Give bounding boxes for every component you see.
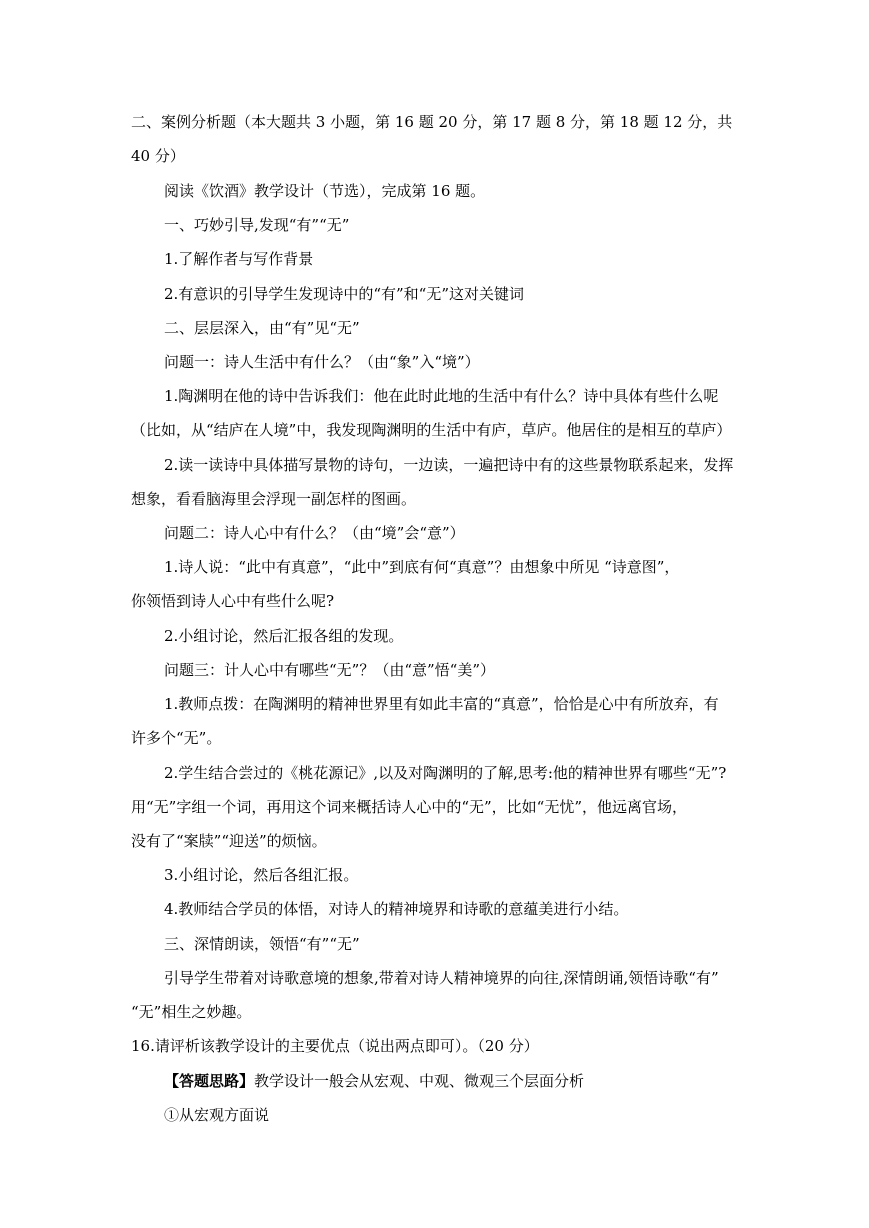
paragraph-cont: 没有了“案牍”“迎送”的烦恼。 [131,832,327,850]
paragraph: 1.诗人说：“此中有真意”，“此中”到底有何“真意”？由想象中所见 “诗意图”， [164,558,680,576]
paragraph-cont: 用“无”字组一个词，再用这个词来概括诗人心中的“无”，比如“无忧”，他远离官场， [131,798,688,816]
answer-hint-label: 【答题思路】 [164,1072,255,1090]
answer-point-1: ①从宏观方面说 [164,1106,270,1124]
paragraph: 1.陶渊明在他的诗中告诉我们：他在此时此地的生活中有什么？诗中具体有些什么呢 [164,387,719,405]
paragraph-cont: （比如，从“结庐在人境”中，我发现陶渊明的生活中有庐，草庐。他居住的是相互的草庐） [131,421,732,439]
paragraph: 2.读一读诗中具体描写景物的诗句，一边读，一遍把诗中有的这些景物联系起来，发挥 [164,456,734,474]
paragraph-cont: 许多个“无”。 [131,729,222,747]
paragraph: 2.有意识的引导学生发现诗中的“有”和“无”这对关键词 [164,285,524,303]
part-heading-1: 一、巧妙引导,发现“有”“无” [164,216,350,234]
paragraph-cont: 你领悟到诗人心中有些什么呢? [131,592,335,610]
question-heading-1: 问题一：诗人生活中有什么？（由“象”入“境”） [164,353,480,371]
part-heading-3: 三、深情朗读，领悟“有”“无” [164,935,360,953]
paragraph: 2.学生结合尝过的《桃花源记》,以及对陶渊明的了解,思考:他的精神世界有哪些“无”? [164,764,727,782]
paragraph-cont: “无”相生之妙趣。 [131,1003,252,1021]
section-heading-cont: 40 分） [131,147,185,165]
instruction-text: 阅读《饮酒》教学设计（节选），完成第 16 题。 [164,182,486,200]
paragraph: 引导学生带着对诗歌意境的想象,带着对诗人精神境界的向往,深情朗诵,领悟诗歌“有” [164,969,719,987]
section-heading: 二、案例分析题（本大题共 3 小题，第 16 题 20 分，第 17 题 8 分，第 18 题 12 分，共 [131,113,733,131]
answer-hint-text: 教学设计一般会从宏观、中观、微观三个层面分析 [254,1072,585,1090]
paragraph: 3.小组讨论，然后各组汇报。 [164,866,359,884]
paragraph: 4.教师结合学员的体悟，对诗人的精神境界和诗歌的意蕴美进行小结。 [164,900,629,918]
paragraph: 1.了解作者与写作背景 [164,250,314,268]
question-heading-3: 问题三：计人心中有哪些“无”？（由“意”悟“美”） [164,661,496,679]
paragraph: 2.小组讨论，然后汇报各组的发现。 [164,627,404,645]
answer-hint [164,1071,584,1091]
paragraph-cont: 想象，看看脑海里会浮现一副怎样的图画。 [131,490,417,508]
question-16: 16.请评析该教学设计的主要优点（说出两点即可）。（20 分） [131,1037,539,1055]
question-heading-2: 问题二：诗人心中有什么？（由“境”会“意”） [164,524,465,542]
paragraph: 1.教师点拨：在陶渊明的精神世界里有如此丰富的“真意”，恰恰是心中有所放弃，有 [164,695,719,713]
part-heading-2: 二、层层深入，由“有”见“无” [164,319,360,337]
